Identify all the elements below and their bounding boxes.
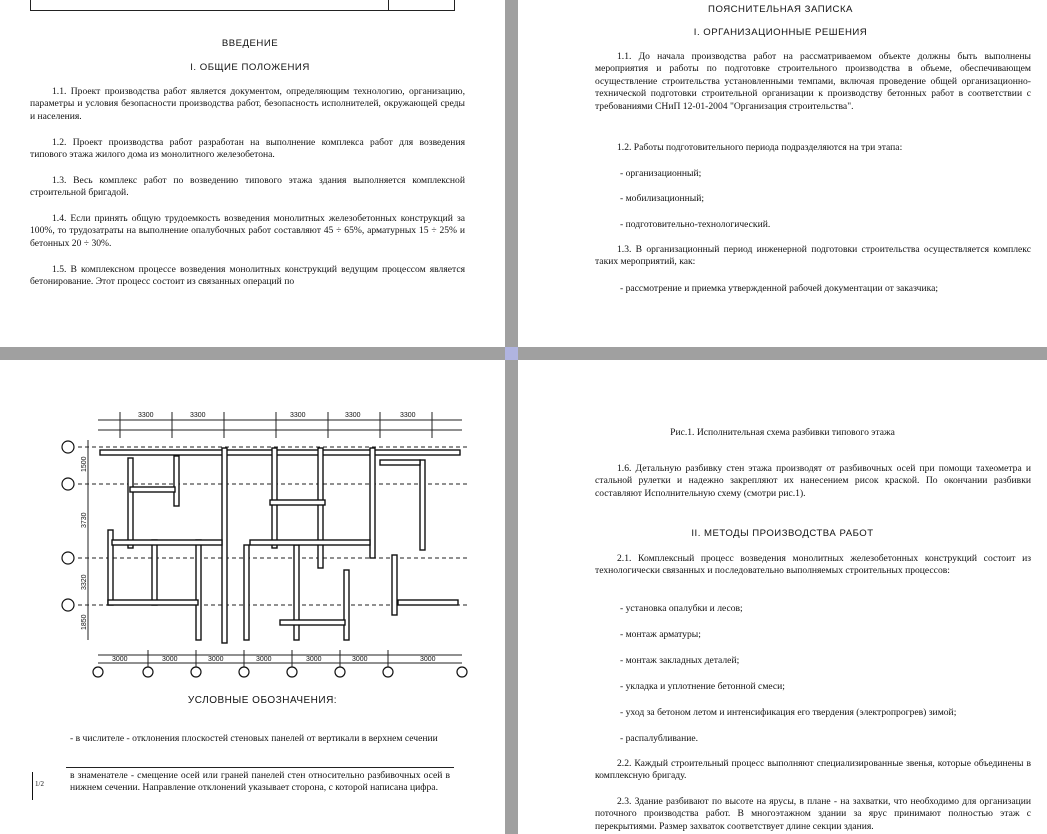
list-item: - мобилизационный; [620,193,705,204]
legend-divider [66,767,454,768]
paragraph-1-5: 1.5. В комплексном процессе возведения монолитных конструкций ведущим процессом является бетонирование. Этот процесс состоит из связанных операций по [30,264,465,288]
paragraph-1-2: 1.2. Проект производства работ разработан на выполнение комплекса работ для возведения типового этажа жилого дома из монолитного железобетона. [30,137,465,161]
document-page-3 [0,360,505,834]
dim-bottom-7: 3000 [420,656,436,663]
dim-left-2: 3730 [81,512,88,528]
section-heading: I. ОБЩИЕ ПОЛОЖЕНИЯ [190,62,310,73]
list-item: - монтаж арматуры; [620,629,701,640]
dim-top-3: 3300 [290,412,306,419]
list-item: - распалубливание. [620,733,698,744]
list-item: - организационный; [620,168,702,179]
dim-left-3: 3320 [81,574,88,590]
dim-bottom-6: 3000 [352,656,368,663]
legend-item-denominator: в знаменателе - смещение осей или граней панелей стен относительно разбивочных осей в нижнем сечении. Направление отклонений указывает сторона, с которой написана цифра. [70,770,450,794]
intro-heading: ВВЕДЕНИЕ [221,38,279,49]
paragraph-2-2: 2.2. Каждый строительный процесс выполняют специализированные звенья, которые объединены в комплексную бригаду. [595,758,1031,782]
dim-bottom-5: 3000 [306,656,322,663]
document-page-4 [518,360,1047,834]
legend-title: УСЛОВНЫЕ ОБОЗНАЧЕНИЯ: [187,695,338,706]
paragraph-1-4: 1.4. Если принять общую трудоемкость возведения монолитных железобетонных конструкций за 100%, то трудозатраты на выполнение опалубочных работ составляют 45 ÷ 65%, арматурных 15 ÷ 25% и бетонных 20 ÷ 30%. [30,213,465,249]
legend-symbol [32,772,45,800]
dim-bottom-2: 3000 [162,656,178,663]
dim-bottom-1: 3000 [112,656,128,663]
list-item: - рассмотрение и приемка утвержденной рабочей документации от заказчика; [620,283,939,294]
list-item: - укладка и уплотнение бетонной смеси; [620,681,785,692]
explanatory-note-heading: ПОЯСНИТЕЛЬНАЯ ЗАПИСКА [708,4,853,15]
paragraph-2-1: 2.1. Комплексный процесс возведения монолитных железобетонных конструкций состоит из технологически связанных и последовательно выполняемых строительных процессов: [595,553,1031,577]
paragraph-1-2: 1.2. Работы подготовительного периода подразделяются на три этапа: [617,142,903,153]
document-page-1 [0,0,505,347]
page-gap-horizontal [0,347,1047,360]
legend-item-numerator: - в числителе - отклонения плоскостей стеновых панелей от вертикали в верхнем сечении [70,733,438,744]
dim-top-5: 3300 [400,412,416,419]
section-heading: I. ОРГАНИЗАЦИОННЫЕ РЕШЕНИЯ [693,27,868,38]
dim-left-1: 1500 [81,456,88,472]
page-gap-corner [505,347,518,360]
table-fragment [30,0,455,11]
dim-top-4: 3300 [345,412,361,419]
list-item: - уход за бетоном летом и интенсификация его твердения (электропрогрев) зимой; [620,707,957,718]
paragraph-1-1: 1.1. Проект производства работ является документом, определяющим технологию, организацию, параметры и условия безопасности производства работ, безопасность исполнителей, окружающей среды и населения. [30,86,465,122]
floor-layout-drawing [0,360,505,690]
list-item: - подготовительно-технологический. [620,219,771,230]
paragraph-1-3: 1.3. В организационный период инженерной подготовки строительства осуществляется комплекс таких мероприятий, как: [595,244,1031,268]
paragraph-1-6: 1.6. Детальную разбивку стен этажа производят от разбивочных осей при помощи тахеометра и стальной рулетки и надежно закрепляют их нанесением рисок краской. По окончании разбивки составляют Исполнительную схему (смотри рис.1). [595,463,1031,499]
paragraph-1-3: 1.3. Весь комплекс работ по возведению типового этажа здания выполняется комплексной строительной бригадой. [30,175,465,199]
legend-symbol-text: 1/2 [35,780,44,788]
dim-top-2: 3300 [190,412,206,419]
document-page-2 [518,0,1047,347]
paragraph-1-1: 1.1. До начала производства работ на рассматриваемом объекте должны быть выполнены мероприятия и работы по подготовке строительного производства в объеме, обеспечивающем осуществление строительства установленными темпами, включая проведение общей организационно-технической подготовки строительной организации к производству бетонных работ в соответствии с требованиями СНиП 12-01-2004 "Организация строительства". [595,51,1031,112]
dim-bottom-4: 3000 [256,656,272,663]
dim-bottom-3: 3000 [208,656,224,663]
list-item: - установка опалубки и лесов; [620,603,743,614]
dim-top-1: 3300 [138,412,154,419]
paragraph-2-3: 2.3. Здание разбивают по высоте на ярусы, в плане - на захватки, что необходимо для организации поточного производства работ. В многоэтажном здании за ярус принимают полностью этаж с перекрытиями. Размер захваток соответствует длине секции здания. [595,796,1031,832]
list-item: - монтаж закладных деталей; [620,655,740,666]
dim-left-4: 1850 [81,614,88,630]
page-gap-vertical [505,0,518,834]
section-heading: II. МЕТОДЫ ПРОИЗВОДСТВА РАБОТ [691,528,874,539]
figure-caption: Рис.1. Исполнительная схема разбивки типового этажа [670,427,895,438]
